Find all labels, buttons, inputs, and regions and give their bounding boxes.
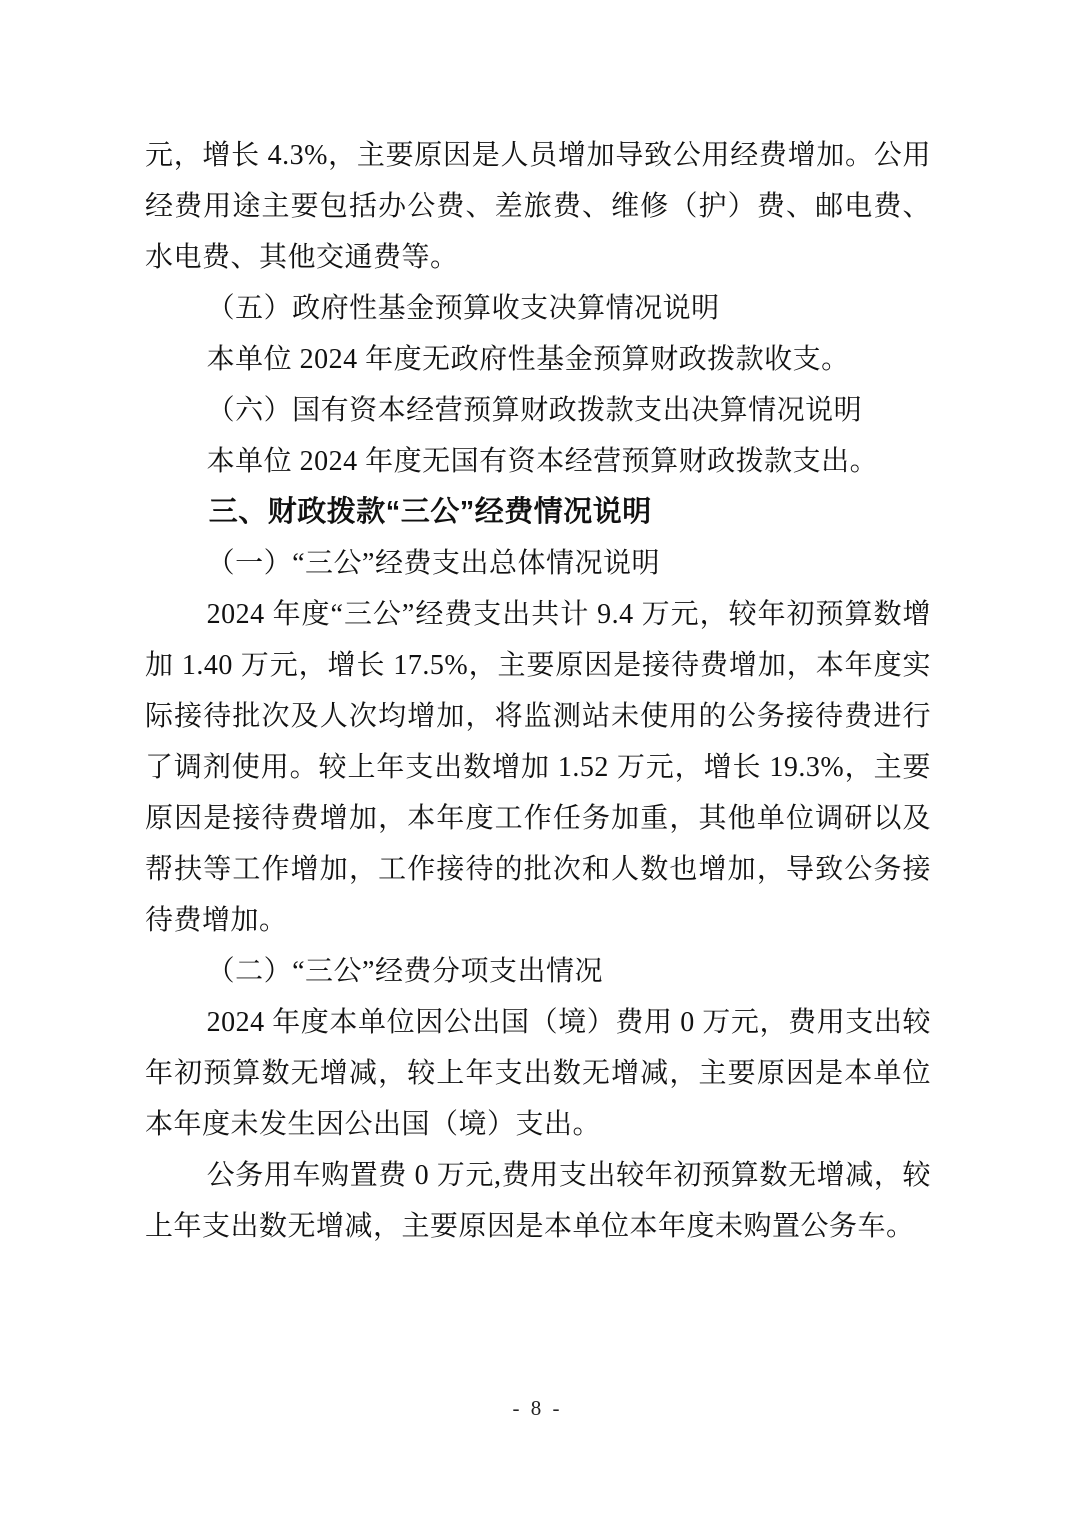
heading-chapter-three-public-funds: 三、财政拨款“三公”经费情况说明 (208, 496, 652, 528)
heading-section-five-gov-fund-budget: （五）政府性基金预算收支决算情况说明 (206, 293, 720, 324)
document-body (145, 130, 931, 1252)
paragraph-three-public-overview: 2024 年度“三公”经费支出共计 9.4 万元，较年初预算数增加 1.40 万元，增长 17.5%，主要原因是接待费增加，本年度实际接待批次及人次均增加，将监测站未使用的公务接待费进行了调剂使用。较上年支出数增加 1.52 万元，增长 19.3%，主要原因是接待费增加，本年度工作任务加重，其他单位调研以及帮扶等工作增加，工作接待的批次和人数也增加，导致公务接待费增加。 (145, 599, 931, 936)
page-number: - 8 - (512, 1396, 563, 1420)
paragraph-public-fund-continuation: 元，增长 4.3%，主要原因是人员增加导致公用经费增加。公用经费用途主要包括办公费、差旅费、维修（护）费、邮电费、水电费、其他交通费等。 (145, 140, 931, 273)
paragraph-overseas-trips: 2024 年度本单位因公出国（境）费用 0 万元，费用支出较年初预算数无增减，较上年支出数无增减，主要原因是本单位本年度未发生因公出国（境）支出。 (145, 1007, 931, 1140)
paragraph-gov-fund-statement: 本单位 2024 年度无政府性基金预算财政拨款收支。 (206, 344, 850, 375)
paragraph-vehicle-purchase: 公务用车购置费 0 万元,费用支出较年初预算数无增减，较上年支出数无增减，主要原因是本单位本年度未购置公务车。 (145, 1160, 931, 1242)
heading-section-six-state-capital: （六）国有资本经营预算财政拨款支出决算情况说明 (206, 395, 863, 426)
paragraph-state-capital-statement: 本单位 2024 年度无国有资本经营预算财政拨款支出。 (206, 446, 879, 477)
heading-subsection-two-itemized: （二）“三公”经费分项支出情况 (206, 956, 603, 987)
heading-subsection-one-overall: （一）“三公”经费支出总体情况说明 (206, 548, 660, 579)
